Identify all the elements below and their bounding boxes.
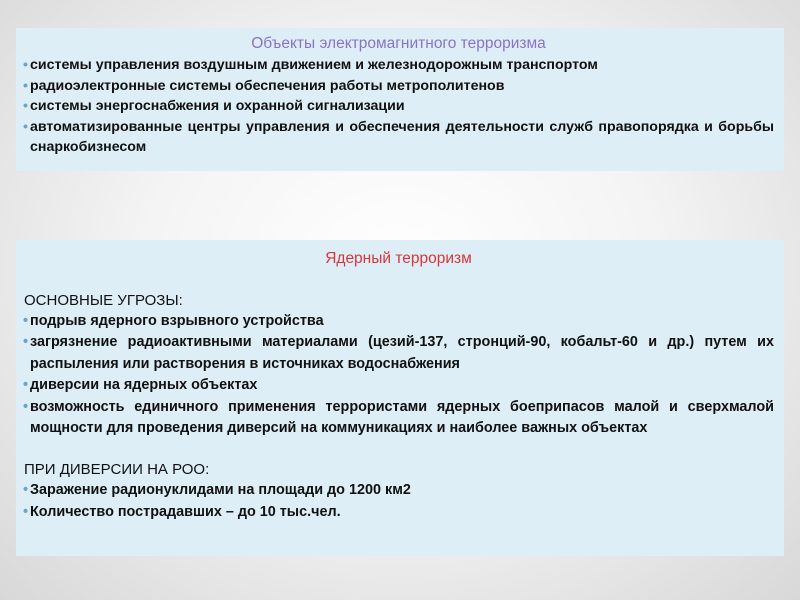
list-item: • радиоэлектронные системы обеспечения работы метрополитенов bbox=[23, 76, 774, 97]
list-item: • возможность единичного применения террористами ядерных боеприпасов малой и сверхмалой мощности для проведения диверсий на коммуникациях и наиболее важных объектах bbox=[23, 398, 774, 437]
list-item: • подрыв ядерного взрывного устройства bbox=[23, 311, 774, 332]
list-item: • загрязнение радиоактивными материалами (цезий-137, стронций-90, кобальт-60 и др.) путем их распыления или растворения в источниках водоснабжения bbox=[23, 334, 774, 372]
bullet-icon: • bbox=[23, 57, 28, 73]
list-item: • Заражение радионуклидами на площади до 1200 км2 bbox=[23, 480, 774, 501]
threats-heading: ОСНОВНЫЕ УГРОЗЫ: bbox=[24, 292, 183, 309]
nuclear-terrorism-title: Ядерный терроризм bbox=[325, 250, 472, 267]
em-terrorism-title: Объекты электромагнитного терроризма bbox=[251, 35, 546, 52]
bullet-icon: • bbox=[23, 503, 29, 520]
bullet-icon: • bbox=[23, 482, 29, 499]
bullet-icon: • bbox=[23, 77, 28, 94]
bullet-icon: • bbox=[23, 377, 29, 394]
list-item: • Количество пострадавших – до 10 тыс.чел. bbox=[23, 502, 774, 523]
threats-list bbox=[23, 311, 774, 439]
sabotage-heading: ПРИ ДИВЕРСИИ НА РОО: bbox=[24, 461, 210, 479]
nuclear-terrorism-panel bbox=[16, 240, 784, 556]
list-item: • автоматизированные центры управления и обеспечения деятельности служб правопорядка и борьбы снаркобизнесом bbox=[23, 118, 774, 155]
bullet-icon: • bbox=[23, 98, 28, 114]
bullet-icon: • bbox=[23, 398, 29, 415]
list-item: • системы энергоснабжения и охранной сигнализации bbox=[23, 96, 774, 117]
bullet-icon: • bbox=[23, 313, 29, 329]
list-item: • системы управления воздушным движением и железнодорожным транспортом bbox=[23, 55, 774, 76]
em-targets-list bbox=[23, 55, 774, 158]
sabotage-list bbox=[23, 480, 774, 523]
bullet-icon: • bbox=[23, 118, 28, 135]
em-terrorism-panel bbox=[16, 28, 784, 171]
list-item: • диверсии на ядерных объектах bbox=[23, 375, 774, 396]
bullet-icon: • bbox=[23, 334, 29, 351]
